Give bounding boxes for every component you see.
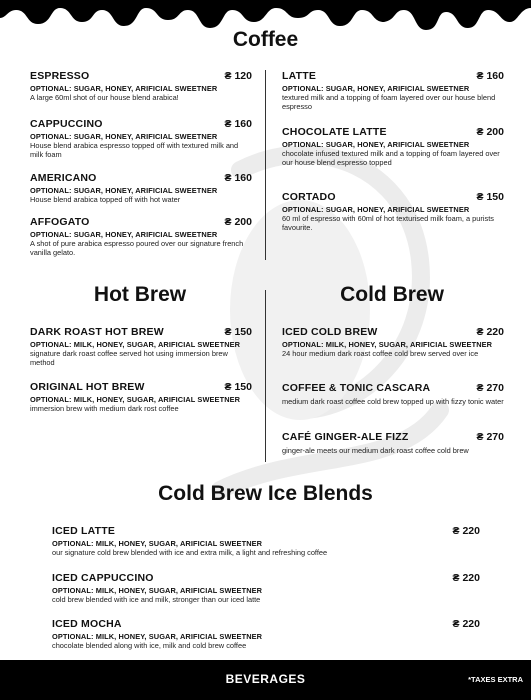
menu-item (52, 572, 480, 604)
item-name: LATTE (282, 70, 317, 82)
menu-item (282, 382, 504, 406)
item-description: House blend arabica espresso topped off with textured milk and milk foam (30, 141, 239, 160)
tax-note: *TAXES EXTRA (468, 675, 523, 684)
item-optional: OPTIONAL: MILK, HONEY, SUGAR, ARIFICIAL SWEETNER (30, 340, 241, 349)
menu-item (282, 431, 504, 455)
item-name: ESPRESSO (30, 70, 90, 82)
item-price: ₴ 270 (476, 431, 504, 443)
item-optional: OPTIONAL: MILK, HONEY, SUGAR, ARIFICIAL SWEETNER (52, 586, 263, 595)
menu-item (30, 118, 252, 160)
ice-blends-title: Cold Brew Ice Blends (158, 482, 373, 505)
item-price: ₴ 150 (224, 326, 252, 338)
menu-item (282, 326, 504, 358)
menu-item (30, 326, 252, 368)
item-description: A shot of pure arabica espresso poured over our signature french vanilla gelato. (30, 239, 244, 258)
coffee-title: Coffee (232, 28, 299, 51)
cold-brew-title: Cold Brew (340, 283, 444, 306)
item-price: ₴ 120 (224, 70, 252, 82)
item-name: ORIGINAL HOT BREW (30, 381, 145, 393)
item-name: CHOCOLATE LATTE (282, 126, 387, 138)
item-price: ₴ 200 (224, 216, 252, 228)
item-name: AMERICANO (30, 172, 97, 184)
item-price: ₴ 220 (452, 525, 480, 537)
brew-divider (265, 290, 266, 462)
item-price: ₴ 270 (476, 382, 504, 394)
item-optional: OPTIONAL: SUGAR, HONEY, ARIFICIAL SWEETNER (282, 84, 470, 93)
coffee-divider (265, 70, 266, 260)
menu-item (282, 70, 504, 112)
menu-item (30, 381, 252, 413)
menu-item (30, 216, 252, 258)
item-price: ₴ 220 (476, 326, 504, 338)
item-name: CAPPUCCINO (30, 118, 103, 130)
menu-item (52, 618, 480, 650)
footer-label: BEVERAGES (225, 672, 306, 686)
item-price: ₴ 160 (224, 118, 252, 130)
item-description: cold brew blended with ice and milk, stronger than our iced latte (52, 595, 261, 604)
item-optional: OPTIONAL: SUGAR, HONEY, ARIFICIAL SWEETNER (30, 230, 218, 239)
item-price: ₴ 150 (476, 191, 504, 203)
item-price: ₴ 220 (452, 572, 480, 584)
item-description: immersion brew with medium dark rost coffee (30, 404, 179, 413)
item-name: AFFOGATO (30, 216, 90, 228)
item-price: ₴ 200 (476, 126, 504, 138)
menu-item (30, 70, 252, 102)
item-optional: OPTIONAL: SUGAR, HONEY, ARIFICIAL SWEETNER (282, 140, 470, 149)
item-name: ICED MOCHA (52, 618, 122, 630)
item-description: signature dark roast coffee served hot using immersion brew method (30, 349, 228, 368)
hot-brew-title: Hot Brew (93, 283, 187, 306)
item-name: CAFÉ GINGER-ALE FIZZ (282, 431, 409, 443)
item-price: ₴ 220 (452, 618, 480, 630)
item-price: ₴ 160 (224, 172, 252, 184)
menu-item (30, 172, 252, 204)
item-name: COFFEE & TONIC CASCARA (282, 382, 431, 394)
item-description: ginger-ale meets our medium dark roast coffee cold brew (282, 446, 469, 455)
item-description: chocolate infused textured milk and a topping of foam layered over our house blend espresso topped (282, 149, 500, 168)
item-description: 60 ml of espresso with 60ml of hot texturised milk foam, a purists favourite. (282, 214, 494, 233)
footer-bar (0, 660, 531, 700)
item-price: ₴ 150 (224, 381, 252, 393)
item-description: A large 60ml shot of our house blend arabica! (30, 93, 179, 102)
item-optional: OPTIONAL: MILK, HONEY, SUGAR, ARIFICIAL SWEETNER (52, 539, 263, 548)
item-description: medium dark roast coffee cold brew topped up with fizzy tonic water (282, 397, 504, 406)
item-optional: OPTIONAL: MILK, HONEY, SUGAR, ARIFICIAL SWEETNER (282, 340, 493, 349)
item-description: chocolate blended along with ice, milk and cold brew coffee (52, 641, 247, 650)
menu-item (282, 126, 504, 168)
item-name: CORTADO (282, 191, 336, 203)
item-price: ₴ 160 (476, 70, 504, 82)
menu-item (52, 525, 480, 557)
item-optional: OPTIONAL: SUGAR, HONEY, ARIFICIAL SWEETNER (30, 186, 218, 195)
item-name: ICED CAPPUCCINO (52, 572, 154, 584)
item-optional: OPTIONAL: MILK, HONEY, SUGAR, ARIFICIAL SWEETNER (52, 632, 263, 641)
item-optional: OPTIONAL: SUGAR, HONEY, ARIFICIAL SWEETNER (282, 205, 470, 214)
item-optional: OPTIONAL: SUGAR, HONEY, ARIFICIAL SWEETNER (30, 132, 218, 141)
item-name: DARK ROAST HOT BREW (30, 326, 164, 338)
item-optional: OPTIONAL: MILK, HONEY, SUGAR, ARIFICIAL SWEETNER (30, 395, 241, 404)
item-description: 24 hour medium dark roast coffee cold brew served over ice (282, 349, 479, 358)
item-optional: OPTIONAL: SUGAR, HONEY, ARIFICIAL SWEETNER (30, 84, 218, 93)
menu-item (282, 191, 504, 233)
item-description: House blend arabica topped off with hot water (30, 195, 181, 204)
item-name: ICED COLD BREW (282, 326, 378, 338)
item-name: ICED LATTE (52, 525, 116, 537)
item-description: our signature cold brew blended with ice and extra milk, a light and refreshing coffee (52, 548, 328, 557)
item-description: textured milk and a topping of foam layered over our house blend espresso (282, 93, 496, 112)
